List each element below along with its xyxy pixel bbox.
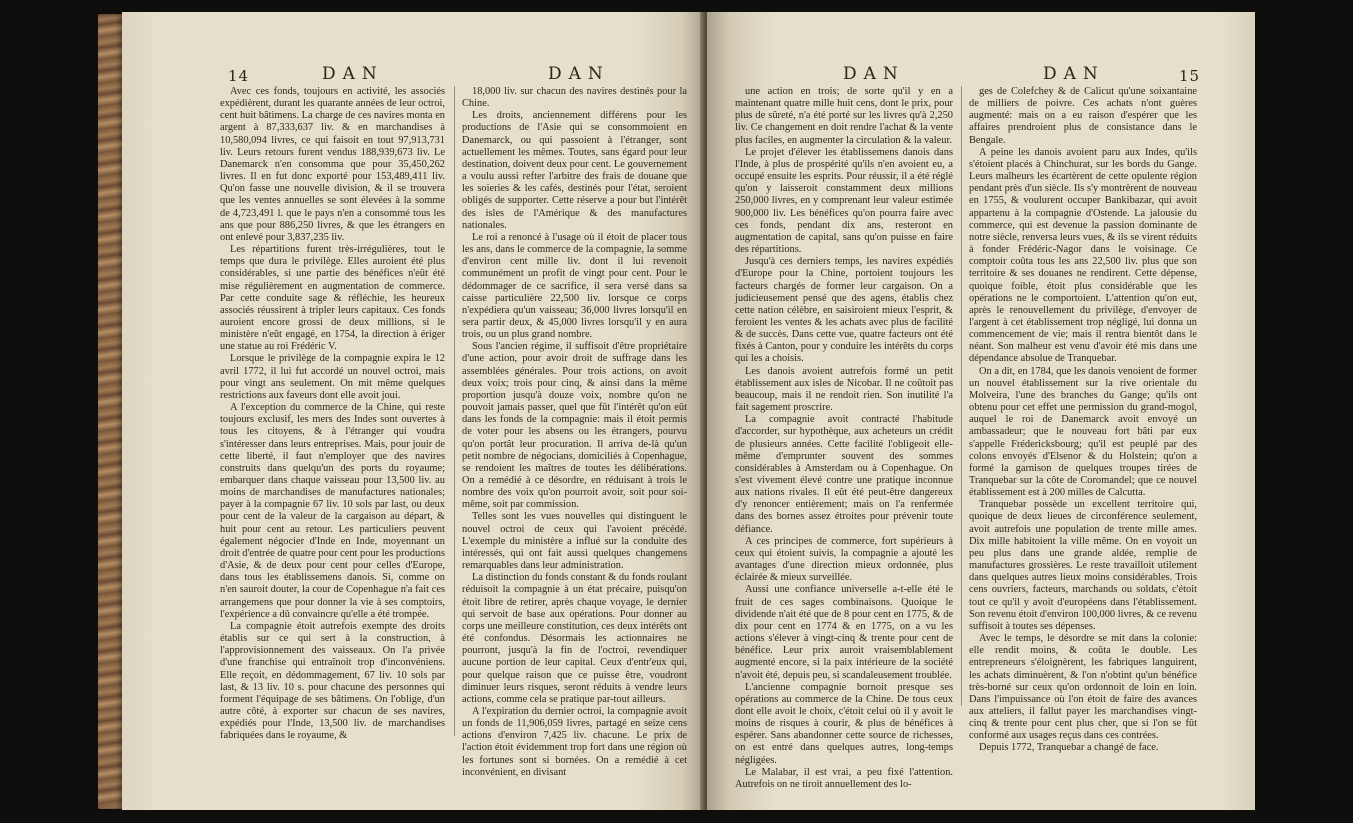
paragraph: Tranquebar possède un excellent territoire qui, quoique de deux lieues de circonférence seulement, avoit autrefois une population de trente mille ames. Dix mille habitoient la ville même. On en voyoit un peu plus dans une grande aldée, remplie de manufactures grossières. Le reste travailloit utilement dans quelques autres lieux moins considérables. Trois cens ouvriers, facteurs, marchands ou soldats, c'étoit tout ce qu'il y avoit d'européens dans l'établissement. Son revenu étoit d'environ 100,000 livres, & ce revenu suffisoit à toutes ses dépenses. — [969, 499, 1197, 632]
running-head: DAN — [1043, 64, 1105, 84]
page-number: 15 — [1179, 67, 1201, 85]
paragraph: Les répartitions furent très-irrégulières, tout le temps que dura le privilège. Elles auroient été plus considérables, si une partie des bénéfices n'eût été mise régulièrement en augmentation de commerce. Par cette conduite sage & réfléchie, les heureux associés réussirent à tripler leurs capitaux. Ces fonds auroient encore grossi de deux millions, si le ministère n'eût engagé, en 1754, la direction à ériger une statue au roi Frédéric V. — [220, 244, 445, 353]
marbled-edge — [98, 14, 124, 809]
paragraph: Le roi a renoncé à l'usage où il étoit de placer tous les ans, dans le commerce de la compagnie, la somme d'environ cent mille liv. dont il lui revenoit communément un profit de vingt pour cent. Pour le dédommager de ce sacrifice, il sera versé dans sa caisse particulière 22,500 liv. lorsque ce corps n'expédiera qu'un vaisseau; 36,000 livres lorsqu'il en sera partir deux, & 45,000 livres lorsqu'il y en aura trois, ou un plus grand nombre. — [462, 231, 687, 341]
page-number: 14 — [228, 67, 250, 85]
paragraph: Telles sont les vues nouvelles qui distinguent le nouvel octroi de ceux qui l'avoient précédé. L'exemple du ministère a influé sur la conduite des intéressés, qui ont fait aussi quelques changemens remarquables dans leur administration. — [462, 511, 687, 572]
paragraph: 18,000 liv. sur chacun des navires destinés pour la Chine. — [462, 86, 687, 110]
column-rule — [454, 86, 455, 736]
paragraph: On a dit, en 1784, que les danois venoient de former un nouvel établissement sur la rive orientale du Molveira, l'une des branches du Gange; qu'ils ont obtenu pour cet effet une permission du grand-mogol, auquel le roi de Danemarck avoit envoyé un ambassadeur; que le nouveau fort bâti par eux s'appelle Frédericksbourg; qu'il est peuplé par des colons envoyés d'Elsenor & du Holstein; qu'on a formé la garnison de quelques troupes tirées de Tranquebar sur la côte de Coromandel; que ce nouvel établissement est à 200 milles de Calcutta. — [969, 365, 1197, 499]
paragraph: L'ancienne compagnie bornoit presque ses opérations au commerce de la Chine. De tous ceux dont elle avoit le choix, c'étoit celui où il y avoit le moins de risques à courir, & plus de bénéfices à espérer. Sans abandonner cette source de richesses, on est entré dans quelques autres, long-temps négligées. — [735, 681, 953, 766]
paragraph: A l'expiration du dernier octroi, la compagnie avoit un fonds de 11,906,059 livres, partagé en seize cens actions d'environ 7,425 liv. chacune. Le prix de l'action étoit évidemment trop fort dans une région où les fortunes sont si bornées. On a remédié à cet inconvénient, en divisant — [462, 705, 687, 778]
paragraph: Depuis 1772, Tranquebar a changé de face. — [979, 742, 1159, 754]
paragraph: Les danois avoient autrefois formé un petit établissement aux isles de Nicobar. Il ne coûtoit pas beaucoup, mais il ne rendoit rien. Son inutilité l'a fait sagement proscrire. — [735, 365, 953, 414]
paragraph: La compagnie étoit autrefois exempte des droits établis sur ce qui sert à la construction, à l'approvisionnement des vaisseaux. On l'a privée d'une franchise qui entraînoit trop d'inconvéniens. Elle reçoit, en dédommagement, 67 liv. 10 sols par last, & 13 liv. 10 s. pour chacune des personnes qui forment l'équipage de ses bâtimens. On l'oblige, d'un autre côté, à exporter sur chacun de ses navires, expédiés pour l'Inde, 13,500 liv. de marchandises fabriquées dans le royaume, & — [220, 620, 445, 742]
left-page — [122, 12, 705, 810]
text-column-2 — [969, 86, 1197, 754]
paragraph: Aussi une confiance universelle a-t-elle été le fruit de ces sages combinaisons. Quoique le dividende n'ait été que de 8 pour cent en 1775, & de dix pour cent en 1774 & en 1775, on a vu les actions s'élever à vingt-cinq & trente pour cent de bénéfice. Leur prix auroit vraisemblablement augmenté encore, si la paix intérieure de la société n'avoit été, depuis peu, si scandaleusement troublée. — [735, 584, 953, 681]
running-head: DAN — [843, 64, 905, 84]
paragraph: ges de Colefchey & de Calicut qu'une soixantaine de milliers de poivre. Ces achats n'ont guères augmenté: mais on a eu raison d'espérer que les affaires prendroient plus de consistance dans le Bengale. — [969, 86, 1197, 146]
right-page — [707, 12, 1255, 810]
paragraph: Sous l'ancien régime, il suffisoit d'être propriétaire d'une action, pour avoir droit de suffrage dans les assemblées générales. Pour trois actions, on avoit deux voix; trois pour cinq, & ainsi dans la même proportion jusqu'à douze voix, nombre qu'on ne pouvoit jamais passer, quel que fût l'intérêt qu'on eût dans les fonds de la compagnie: mais il étoit permis de voter pour les absens ou les étrangers, pourvu qu'on portât leur procuration. Il arriva de-là qu'un petit nombre de négocians, domiciliés à Copenhague, se rendoient les maîtres de toutes les délibérations. On a remédié à ce désordre, en réduisant à trois le nombre des voix qu'on pourroit avoir, soit pour soi-même, soit par commission. — [462, 341, 687, 511]
paragraph: La distinction du fonds constant & du fonds roulant réduisoit la compagnie à un état précaire, puisqu'on étoit libre de retirer, après chaque voyage, le dernier qui servoit de base aux opérations. Pour donner au corps une meilleure constitution, ces deux intérêts ont été confondus. Désormais les actionnaires ne pourront, jusqu'à la fin de l'octroi, revendiquer aucune portion de leur capital. Ceux d'entr'eux qui, pour quelque raison que ce puisse être, voudront diminuer leurs risques, seront réduits à vendre leurs actions, comme cela se pratique par-tout ailleurs. — [462, 572, 687, 705]
paragraph: Jusqu'à ces derniers temps, les navires expédiés d'Europe pour la Chine, portoient toujours les facteurs chargés de former leur cargaison. On a judicieusement pensé que des agens, établis chez cette nation célèbre, en saisiroient mieux l'esprit, & feroient les ventes & les achats avec plus de facilité & de succès. Dans cette vue, quatre facteurs ont été fixés à Canton, pour y conduire les intérêts du corps qui les a choisis. — [735, 256, 953, 365]
paragraph: Avec ces fonds, toujours en activité, les associés expédièrent, durant les quarante années de leur octroi, cent huit bâtimens. La charge de ces navires monta en argent à 87,333,637 liv. & en marchandises à 10,580,094 livres, ce qui faisoit en tout 97,913,731 liv. Leurs retours furent vendus 188,939,673 liv. Le Danemarck n'en consomma que pour 35,450,262 livres. Il en fut donc exporté pour 153,489,411 liv. Qu'on fasse une nouvelle division, & il se trouvera que les ventes annuelles se sont élevées à la somme de 4,723,491 l. que le pays n'en a consommé tous les ans que pour 886,250 livres, & que les étrangers en ont enlevé pour 3,837,235 liv. — [220, 86, 445, 243]
column-rule — [961, 86, 962, 706]
paragraph: Avec le temps, le désordre se mit dans la colonie: elle rendit moins, & coûta le double. Les entrepreneurs s'éloignèrent, les fabriques languirent, les achats diminuèrent, & l'on n'obtint qu'un bénéfice très-borné sur ceux qu'on ordonnoit de loin en loin. Dans l'impuissance où l'on étoit de faire des avances aux atteliers, il fallut payer les marchandises vingt-cinq & trente pour cent plus cher, que si l'on se fût conformé aux usages reçus dans ces contrées. — [969, 633, 1197, 742]
paragraph: A peine les danois avoient paru aux Indes, qu'ils s'étoient placés à Chinchurat, sur les bords du Gange. Leurs malheurs les écartèrent de cette opulente région pendant près d'un siècle. Ils s'y montrèrent de nouveau en 1755, & voulurent occuper Bankibazar, qui avoit appartenu à la compagnie d'Ostende. La jalousie du commerce, qui est devenue la passion dominante de notre siècle, renversa leurs vues, & ils se virent réduits à fonder Frédéric-Nagor dans le voisinage. Ce comptoir coûta tous les ans 22,500 liv. plus que son territoire & ses douanes ne rendirent. Cette dépense, quoique foible, étoit plus considérable que les opérations ne le comportoient. L'attention qu'on eut, après le renouvellement du privilège, d'envoyer de l'argent à cet établissement trop négligé, lui donna un commencement de vie; mais il rentra bientôt dans le néant. Son malheur est venu d'avoir été mis dans une dépendance absolue de Tranquebar. — [969, 146, 1197, 365]
text-column-1 — [220, 86, 445, 742]
paragraph: La compagnie avoit contracté l'habitude d'accorder, sur hypothèque, aux acheteurs un crédit de plusieurs années. Cette facilité l'obligeoit elle-même d'emprunter souvent des sommes considérables à Amsterdam ou à Copenhague. On s'est vivement élevé contre une pratique inconnue aux nations rivales. Il eût été peut-être dangereux d'y renoncer entièrement; mais on l'a renfermée dans des bornes assez étroites pour prévenir toute défiance. — [735, 414, 953, 535]
paragraph: Le Malabar, il est vrai, a peu fixé l'attention. Autrefois on ne tiroit annuellement des lo- — [735, 766, 953, 790]
paragraph: Le projet d'élever les établissemens danois dans l'Inde, à plus de prospérité qu'ils n'en avoient eu, a occupé ensuite les esprits. Pour réussir, il a été réglé qu'on y laisseroit constamment deux millions 250,000 livres, en y comprenant leur valeur estimée 900,000 liv. Les bénéfices qu'on pourra faire avec ces fonds, pendant dix ans, resteront en augmentation de capital, sans qu'on puisse en faire des répartitions. — [735, 146, 953, 256]
text-column-1 — [735, 86, 953, 790]
paragraph: Les droits, anciennement différens pour les productions de l'Asie qui se consommoient en Danemarck, ou qui passoient à l'étranger, sont actuellement les mêmes. Toutes, sans égard pour leur destination, doivent deux pour cent. Le gouvernement a voulu aussi refter l'arbitre des frais de douane que les soieries & les cafés, destinés pour l'état, seroient obligés de supporter. Cette réserve a pour but l'intérêt des isles de l'Amérique & des manufactures nationales. — [462, 110, 687, 231]
paragraph: A l'exception du commerce de la Chine, qui reste toujours exclusif, les mers des Indes sont ouvertes à tous les citoyens, & à l'étranger qui voudra s'intéresser dans leurs entreprises. Mais, pour jouir de cette liberté, il faut n'employer que des navires construits dans quelqu'un des ports du royaume; embarquer dans chaque vaisseau pour 13,500 liv. au moins de marchandises de manufactures nationales; payer à la compagnie 67 liv. 10 sols par last, ou deux pour cent de la valeur de la cargaison au départ, & huit pour cent au retour. Les particuliers peuvent également négocier d'Inde en Inde, moyennant un droit d'entrée de quatre pour cent pour les productions d'Asie, & de deux pour cent pour celles d'Europe, dans tous les établissemens danois. Si, comme on n'en sauroit douter, la cour de Copenhague n'a fait ces arrangemens que pour donner la vie à ses comptoirs, l'expérience a dû convaincre qu'elle a été trompée. — [220, 402, 445, 620]
running-head: DAN — [322, 64, 384, 84]
paragraph: Lorsque le privilège de la compagnie expira le 12 avril 1772, il lui fut accordé un nouvel octroi, mais pour vingt ans seulement. On mit même quelques restrictions aux faveurs dont elle avoit joui. — [220, 353, 445, 401]
paragraph: une action en trois; de sorte qu'il y en a maintenant quatre mille huit cens, dont le prix, pour plus de sûreté, n'a été porté sur les livres qu'à 2,250 liv. Ce changement en doit rendre l'achat & la vente plus faciles, en augmenter la circulation & la valeur. — [735, 86, 953, 146]
text-column-2 — [462, 86, 687, 778]
paragraph: A ces principes de commerce, fort supérieurs à ceux qui étoient suivis, la compagnie a ajouté les avantages d'une direction mieux ordonnée, plus éclairée & mieux surveillée. — [735, 535, 953, 584]
running-head: DAN — [548, 64, 610, 84]
